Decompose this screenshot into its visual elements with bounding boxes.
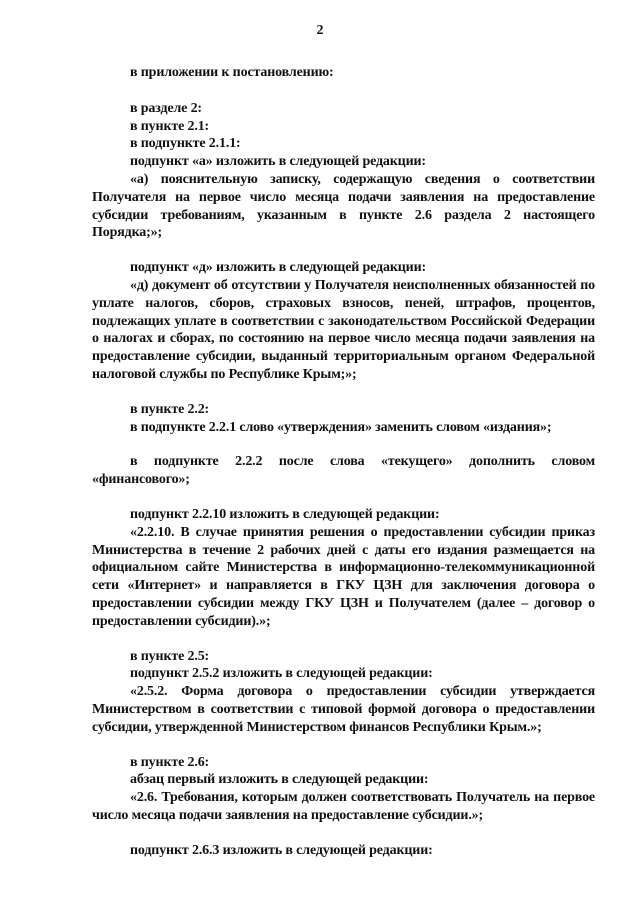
paragraph-point-2-6: в пункте 2.6:	[130, 754, 210, 770]
paragraph-subpoint-a-instruction: подпункт «а» изложить в следующей редакции:	[130, 154, 426, 170]
paragraph-subpoint-d-text: «д) документ об отсутствии у Получателя неисполненных обязанностей по уплате налогов, сборов, страховых взносов, пеней, штрафов, процентов, подлежащих уплате в соответствии с законодательством Российской Федерации о налогах и сборах, по состоянию на первое число месяца подачи заявления на предоставление субсидии, выданный территориальным органом Федеральной налоговой службы по Республике Крым;»;	[92, 277, 595, 382]
paragraph-intro: в приложении к постановлению:	[130, 65, 334, 80]
paragraph-subpoint-2-2-2: в подпункте 2.2.2 после слова «текущего» дополнить словом «финансового»;	[92, 454, 595, 488]
paragraph-subpoint-2-5-2-instruction: подпункт 2.5.2 изложить в следующей редакции:	[130, 666, 433, 682]
paragraph-subpoint-d-instruction: подпункт «д» изложить в следующей редакции:	[130, 260, 427, 276]
paragraph-point-2-2: в пункте 2.2:	[130, 401, 210, 417]
paragraph-subpoint-2-2-10-text: «2.2.10. В случае принятия решения о предоставлении субсидии приказ Министерства в течение 2 рабочих дней с даты его издания размещается на официальном сайте Министерства в информационно-телекоммуникационной сети «Интернет» и направляется в ГКУ ЦЗН для заключения договора о предоставлении субсидии между ГКУ ЦЗН и Получателем (далее – договор о предоставлении субсидии).»;	[92, 524, 595, 629]
paragraph-section-2: в разделе 2:	[130, 100, 202, 116]
paragraph-subpoint-2-2-1: в подпункте 2.2.1 слово «утверждения» заменить словом «издания»;	[130, 419, 552, 435]
paragraph-point-2-1: в пункте 2.1:	[130, 118, 210, 134]
paragraph-subpoint-2-1-1: в подпункте 2.1.1:	[130, 136, 241, 152]
paragraph-point-2-5: в пункте 2.5:	[130, 648, 210, 664]
paragraph-first-paragraph-instruction: абзац первый изложить в следующей редакции:	[130, 772, 429, 788]
document-body	[92, 64, 595, 859]
paragraph-subpoint-2-2-10-instruction: подпункт 2.2.10 изложить в следующей редакции:	[130, 506, 440, 522]
paragraph-subpoint-2-5-2-text: «2.5.2. Форма договора о предоставлении субсидии утверждается Министерством в соответствии с типовой формой договора о предоставлении субсидии, утвержденной Министерством финансов Республики Крым.»;	[92, 684, 595, 735]
page-number: 2	[316, 23, 324, 38]
paragraph-subpoint-a-text: «а) пояснительную записку, содержащую сведения о соответствии Получателя на первое число месяца подачи заявления на предоставление субсидии требованиям, указанным в пункте 2.6 раздела 2 настоящего Порядка;»;	[92, 171, 595, 241]
paragraph-subpoint-2-6-3-instruction: подпункт 2.6.3 изложить в следующей редакции:	[130, 842, 433, 858]
paragraph-point-2-6-text: «2.6. Требования, которым должен соответствовать Получатель на первое число месяца подачи заявления на предоставление субсидии.»;	[92, 790, 595, 823]
